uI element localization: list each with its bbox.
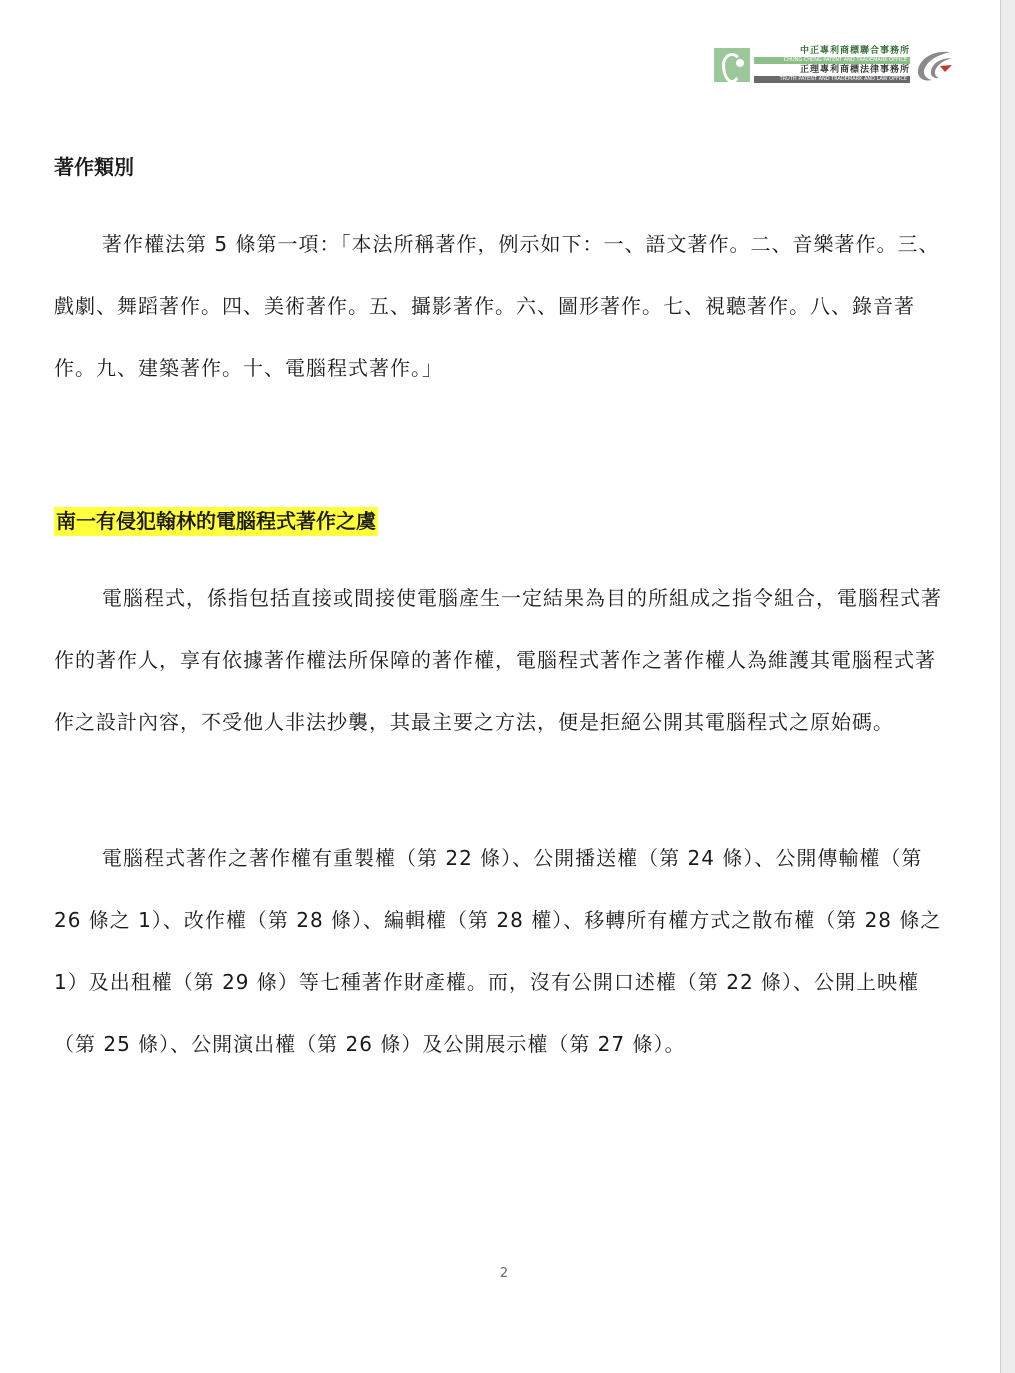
highlighted-heading-text: 南一有侵犯翰林的電腦程式著作之虞 bbox=[54, 507, 378, 536]
firm-name-1-en: CHUNG CHENG PATENT AND TRADEMARK OFFICE bbox=[754, 57, 910, 64]
page-edge-rule bbox=[1000, 0, 1015, 1373]
firm-logo bbox=[714, 46, 954, 86]
swoosh-icon bbox=[912, 48, 954, 84]
firm-emblem-icon bbox=[714, 48, 750, 82]
section-heading: 著作類別 bbox=[54, 155, 134, 179]
page-number: 2 bbox=[499, 1266, 509, 1281]
firm-name-2-en: TRUTH PATENT AND TRADEMARK AND LAW OFFICE bbox=[754, 76, 910, 83]
firm-name-2: 正理專利商標法律事務所 bbox=[799, 65, 910, 75]
paragraph: 電腦程式著作之著作權有重製權（第 22 條）、公開播送權（第 24 條）、公開傳輸權（第 26 條之 1）、改作權（第 28 條）、編輯權（第 28 權）、移轉所有權方式之散布權（第 28 條之 1）及出租權（第 29 條）等七種著作財產權。而，沒有公開口述權（第 22 條）、公開上映權（第 25 條）、公開演出權（第 26 條）及公開展示權（第 27 條）。 bbox=[54, 846, 942, 1056]
paragraph: 電腦程式，係指包括直接或間接使電腦產生一定結果為目的所組成之指令組合，電腦程式著作的著作人，享有依據著作權法所保障的著作權，電腦程式著作之著作權人為維護其電腦程式著作之設計內容，不受他人非法抄襲，其最主要之方法，便是拒絕公開其電腦程式之原始碼。 bbox=[54, 586, 942, 734]
firm-name-block bbox=[754, 46, 910, 86]
section-heading-highlighted bbox=[54, 507, 378, 535]
firm-name-1: 中正專利商標聯合事務所 bbox=[799, 46, 910, 56]
paragraph: 著作權法第 5 條第一項：「本法所稱著作，例示如下：一、語文著作。二、音樂著作。三、戲劇、舞蹈著作。四、美術著作。五、攝影著作。六、圖形著作。七、視聽著作。八、錄音著作。九、建築著作。十、電腦程式著作。」 bbox=[54, 232, 940, 380]
